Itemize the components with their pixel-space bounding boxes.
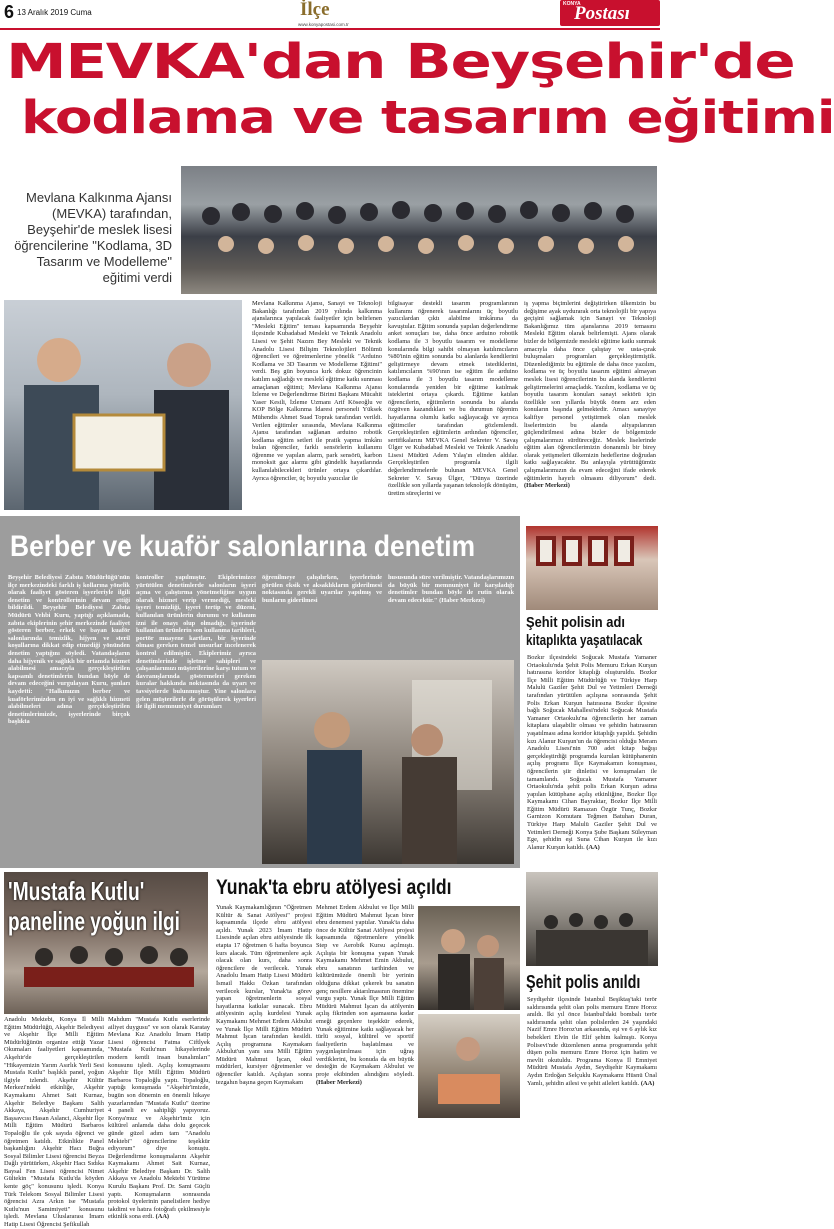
kutlu-author: (AA) <box>155 1213 170 1221</box>
main-summary: Mevlana Kalkınma Ajansı (MEVKA) tarafından, Beyşehir'de meslek lisesi öğrencilerine "Kodlama, 3D Tasarım ve Modelleme" eğitimi verdi <box>14 190 172 285</box>
polis1-headline-line1: Şehit polisin adı <box>526 614 625 631</box>
kutlu-col2 <box>108 1016 210 1221</box>
berber-col1: Beyşehir Belediyesi Zabıta Müdürlüğü'nün ilçe merkezindeki farklı iş kollarına yönelik olarak faaliyet gösteren işyerleriyle ilgili denetim ve kontrollerinin devam ettiği bildirildi. Beyşehir Belediyesi Zabıta Müdürü Vehbi Kuru, yaptığı açıklamada, zabıta ekiplerinin şehir merkezinde faaliyet gösteren berber, erkek ve bayan kuaför salonlarında temizlik, hijyen ve steril koşullarına dikkat edip etmediği yönünden denetim yaptığını söyledi. Vatandaşların daha hijyenik ve sağlıklı bir ortamda hizmet alabilmesi amacıyla gerçekleştirilen kapsamlı denetimlerin bundan böyle de devam edeceğini vurgulayan Kuru, şunları kaydetti: "Halkımızın berber ve kuaförlerimizden en iyi ve sağlıklı hizmeti alabilmeleri adına gerçekleştirilen denetimlerimizde, işyerlerinde birçok başlıkta <box>8 574 130 726</box>
kutlu-col2-text: Mahdum "Mustafa Kutlu eserlerinde ailiyet duygusu" ve son olarak Karatay Mevlana Kız Anadolu İmam Hatip Lisesi öğrencisi Fatma Ciftlyek "Mustafa Kutlu'nun hikayelerinde modern kentli insan bunalımları" konusunu işledi. Açılış konuşmasını Akşehir İlçe Milli Eğitim Müdürü Barbaros Topaloğlu yaptı. Topaloğlu, yaptığı konuşmada "Akşehir'imizde, bugün son dönemin en önemli hikaye yazarlarından "Mustafa Kutlu" üzerine 4 paneli ev sahipliği yapıyoruz. Konya'muz ve Akşehir'imiz için kültürel anlamda daha dolu geçecek günde güzel adım tam "Anadolu Mektebi" öğrencilerine teşekkür ediyorum" diye konuştu. Değerlendirme konuşmalarını Akşehir Kaymakamı Ahmet Sait Kurnaz, Akşehir Belediye Başkanı Dr. Salih Akkaya ve Anadolu Mektebi Yürütme Kurulu Başkanı Prof. Dr. Sami Güçlü yaptı. Konuşmaların sonrasında protokol üyelerinin panelistlere hediye takdimi ve hatıra fotoğrafı çekilmesiyle etkinlik sona erdi. <box>108 1016 210 1221</box>
ebru-photo-2 <box>418 1014 520 1118</box>
page-number: 6 <box>4 2 15 22</box>
website[interactable]: www.konyapostasi.com.tr <box>298 22 349 27</box>
berber-author: (Haber Merkezi) <box>439 596 485 604</box>
main-article-col3-text: iş yapma biçimlerini değiştirirken ülkemizin bu değişime ayak uydurarak orta teknolojili bir yapıya geçişini sağlamak için Sanayi ve Teknoloji Bakanlığımız tüm ajanslarına 2019 temasını Mesleki Eğitim olarak belirlemişti. Ajans olarak bizler de bölgemizde mesleki eğitime katkı sunmak amacıyla daha önce çalıştay ve usta-çırak buluşmaları programları gerçekleştirmiştik. Düzenlediğimiz bu eğitimle de daha önce yazılım, kodlama ve üç boyutlu tasarım eğitimi almayan meslek lisesi öğrencilerinin bu alanda kendilerini geliştirmelerini amaçladık. Yazılım, kodlama ve üç boyutlu tasarım konuları sanayi sektörü için özellikle son yıllarda büyük önem arz eden konuların başında gelmektedir. Amacı sanayiye kalifiye personel yetiştirmek olan meslek liselerimizin bu alanda altyapılarının güçlendirilmesi adına bizler de bölgemizde çalışmalarımızı sürdüreceğiz. Meslek liselerinde eğitim alan öğrencilerimizin donanımlı bir birey olarak yetişmeleri ülkemizin hedeflerine doğrudan katkı sağlayacaktır. Bu anlayışla yürüttüğümüz çalışmalarımızın da evam edeceğini ifade ederek eğitimlerin hayırlı olmasını diliyorum" dedi. <box>524 300 656 482</box>
main-article-col3 <box>524 300 656 512</box>
polis2-author: (AA) <box>640 1079 655 1087</box>
main-article-col1: Mevlana Kalkınma Ajansı, Sanayi ve Teknoloji Bakanlığı tarafından 2019 yılında kalkınma ajanslarınca yapılacak faaliyetler için belirlenen "Mesleki Eğitim" teması kapsamında Beyşehir ilçesinde Kubadabad Mesleki ve Teknik Anadolu Lisesi ve Şehit Nazım Bey Mesleki ve Teknik Anadolu Lisesi Bilişim Teknolojileri Bölümü öğrencileri ve öğretmenlerine yönelik "Arduino Kodlama ve 3D Tasarım ve Modelleme Eğitimi" verdi. Beş gün boyunca kırk dokuz öğrencinin katılım sağladığı ve meslekî eğitime katkı sunması amaçlanan eğitimi; Mevlana Kalkınma Ajansı İzleme ve Değerlendirme Birimi Başkanı Mücahit Yaser Kesili, İzleme Uzmanı Arif Köseoğlu ve KOP Bölge Kalkınma İdaresi personeli Yüksek Mühendis Ahmet Suad Toprak tarafından verildi. Verilen eğitimler sırasında, Mevlana Kalkınma Ajansı tarafından sağlanan arduino robotik kodlama eğitim setleri ile pratik yapma imkânı bulan öğrenciler, farklı sensörlerin kullanımı öğrenme ve yapılan alarm, park sensörü, karbon monoksit gaz alarmı gibi gündelik hayatlarında kullanılabilecekleri ürünler ortaya çıkardılar. Ayrıca öğrenciler, üç boyutlu yazıcılar ile <box>252 300 382 482</box>
memorial-photo-figures <box>526 872 658 966</box>
berber-headline: Berber ve kuaför salonlarına denetim <box>10 530 476 563</box>
ebru-photo-2-figures <box>418 1014 520 1118</box>
polis1-text: Bozkır ilçesindeki Soğucak Mustafa Yamaner Ortaokulu'nda Şehit Polis Memuru Erkan Kurşun hatırasına koridor kitaplığı oluşturuldu. Bozkır İlçe Milli Eğitim Müdürlüğü ve Türkiye Harp Malulü Gaziler Şehit Dul ve Yetimleri Derneği tarafından yürütülen açılışına sonrasında Şehit Polis Erkan Kurşun hatırasına Bozkır ilçesine bağlı Soğucak Mahallesi'ndeki Soğucak Mustafa Yamaner Ortaokulu'na öğrencilerin her zaman kitaplara ulaşabilir olması ve şehidin hatırasının yaşatılması adına koridor kitaplığı yapıldı. Şehidin kızı Alanur Kurşun'un da öğrencisi olduğu Meram Anadolu Lisesi'nin 700 adet kitap bağışı gerçekleştirdiği programda kurulan kütüphanenin açılış programı İlçe Kaymakamın konuşması, öğrencilerin şiir dinletisi ve konuşmaları ile tamamlandı. Soğucak Mustafa Yamaner Ortaokulu'nda şehit polis Erkan Kurşun adına yapılan kütüphane açılış etkinliğine, Bozkır İlçe Kaymakamı Cihan Bayraktar, Bozkır İlçe Milli Eğitim Müdürü Ramazan Özgür Tunç, Bozkır Garnizon Komutanı Teğmen Batuhan Duran, Türkiye Harp Malulü Gaziler Şehit Dul ve Yetimleri Derneği Konya Şube Başkanı Süleyman Ege, şehidin eşi Suna Cihan Kurşun ile kızı Alanur Kurşun katıldı. <box>527 654 657 851</box>
polis1-article <box>527 654 657 868</box>
berber-col4-text: hususunda süre verilmiştir. Vatandaşlarımızın da büyük bir memnuniyet ile karşıladığı denetimler bundan böyle de rutin olarak devam edecektir." <box>388 574 514 604</box>
polis1-author: (AA) <box>586 843 600 851</box>
memorial-photo <box>526 872 658 966</box>
certificate-photo <box>4 300 242 510</box>
yunak-col1: Yunak Kaymakamlığının "Öğretmen Kültür & Sanat Atölyesi" projesi kapsamında ilçede ebru atölyesi açıldı. Yunak 2023 İmam Hatip Lisesinde açılan ebru atölyesinde ilk etapta 17 öğretmen 6 hafta boyunca kurs alacak. Tüm öğretmenlere açık olacak olan kurs, daha sonra öğrencilere de verilecek. Yunak Anadolu İmam Hatip Lisesi Müdürü İsmail Hakkı Özkan tarafından verilecek kurslar, Yunak'ta görev yapan öğretmenlerin sosyal hayatlarına katkılar sunacak. Ebru atölyesinin açılış kurdelesi Yunak Kaymakamı Mehmet Erdem Akbulut ve Yunak İlçe Milli Eğitim Müdürü Mahmut İşcan tarafından kesildi. Açılış programına Kaymakam Akbulut'un yanı sıra Milli Eğitim Müdürü Mahmut İşcan, okul müdürleri, kursiyer öğretmenler ve öğrenciler katıldı. Açılıştan sonra tezgahın başına geçen Kaymakam <box>216 904 312 1086</box>
yunak-col2 <box>316 904 414 1118</box>
polis2-headline: Şehit polis anıldı <box>526 972 641 992</box>
main-article-col2: bilgisayar destekli tasarım programlarının kullanımı öğrenerek tasarımlarını üç boyutlu yazıcılardan çıktı alabilme imkânına da kavuştular. Eğitim sonunda yapılan değerlendirme anket sonuçları ise, daha önce arduino robotik kodlama ile 3 boyutlu tasarım ve modelleme konularında bilgi sahibi olmayan katılımcıların %80'inin eğitim sonunda bu alanlarda kendilerini geliştirmeye devam etmek istediklerini, katılımcıların %90'ının ise eğitim ile arduino kodlama ile 3 boyutlu tasarım modelleme konularında yeniden bir eğitime katılmak isteklerini ortaya çıkardı. Eğitime katılan öğrencilerin, eğitimlerin sonunda bu alanda özgüven kazandıkları ve bu durumun öğrenim hayatlarına olumlu katkı sağlayacağı ve ayrıca eğitimciler tarafından gözlemlendi. Gerçekleştirilen eğitimlerin ardından öğrenciler, sertifikalarını MEVKA Genel Sekreter V. Savaş Ülger ve Kubadabad Mesleki ve Teknik Anadolu Lisesi Müdürü Adem Yılaş'ın elinden aldılar. Gerçekleştirilen programla ilgili değerlendirmelerde bulunan MEVKA Genel Sekreter V. Savaş Ülger, "Dünya üzerinde özellikle son yıllarda yaşanan teknolojik dönüşüm, üretim süreçlerini ve <box>388 300 518 497</box>
library-photo <box>526 526 658 610</box>
berber-col3: öğrenilmeye çalışılırken, işyerlerinde görülen eksik ve aksaklıkların giderilmesi noktasında gerekli uyarılar yapılmış ve bunların giderilmesi <box>262 574 382 604</box>
berber-col4 <box>388 574 514 654</box>
main-article-author: (Haber Merkezi) <box>524 482 570 490</box>
header-rule <box>0 28 660 30</box>
berber-col2: kontroller yapılmıştır. Ekiplerimizce yürütülen denetimlerde salonların işyeri açma ve çalıştırma yönetmeliğine uygun olarak hizmet verip vermediği, mesleki işyeri temizliği, işyeri tertip ve düzeni, kullanılan ürünlerin durumu ve kullanım izni ile onayı olup olmadığı, işyerinde kullanılan ürünlerin son kullanma tarihleri, portör muayene kartları, bir işyerinde olması gereken temel unsurlar incelenerek kontrol edilmiştir. Ekiplerimiz ayrıca denetimlerinde işletme sahipleri ve çalışanlarımızı müşterilerine karşı tutum ve davranışlarında göstermeleri gereken kuralar hakkında noktasında da uyarı ve tavsiyelerde bulunmuştur. Yine salonlara gelen müşterilerle de görüşülerek işyerleri ile ilgili memnuniyet durumları <box>136 574 256 711</box>
polis2-article <box>527 996 657 1118</box>
main-headline-line2: kodlama ve tasarım eğitimi <box>21 91 834 144</box>
group-photo <box>181 166 657 294</box>
logo-text: Postası <box>574 3 630 24</box>
yunak-col2-text: Mehmet Erdem Akbulut ve İlçe Milli Eğitim Müdürü Mahmut İşcan birer ebru denemesi yaptılar. Yunak'ta daha önce de Kültür Sanat Atölyesi projesi kapsamında öğretmenlere yönelik Step ve Aerobik Kursu açılmıştı. Açılışta bir konuşma yapan Yunak Kaymakamı Mehmet Emin Akbulut, ebru sanatının tarihinden ve kültürümüzde önemli bir yerinin olduğuna dikkat çekerek bu sanatın genç nesillere aktarılmasının önemine vurgu yaptı. Yunak İlçe Milli Eğitim Müdürü Mahmut İşcan da atölyenin açılış fikrinden son aşamasına kadar emeği geçenlere teşekkür ederek, Yunak eğitimine katkı sağlayacak her türlü sosyal, kültürel ve sportif faaliyetlerin başlatılması ve yaygınlaştırılması için uğraş verdiklerini, bu konuda da en büyük desteğin de Kaymakam Akbulut ve proje ekibinden alındığını söyledi. <box>316 904 414 1079</box>
polis1-headline-line2: kitaplıkta yaşatılacak <box>526 632 643 649</box>
berber-photo <box>262 660 514 864</box>
kutlu-headline-line2: paneline yoğun ilgi <box>8 906 180 936</box>
group-photo-figures <box>181 166 657 294</box>
kutlu-headline-line1: 'Mustafa Kutlu' <box>8 876 145 906</box>
newspaper-logo <box>560 0 660 26</box>
main-headline-line1: MEVKA'dan Beyşehir'de <box>6 34 795 90</box>
yunak-headline: Yunak'ta ebru atölyesi açıldı <box>216 876 452 899</box>
berber-photo-figures <box>262 660 514 864</box>
ebru-photo-1-figures <box>418 906 520 1010</box>
ebru-photo-1 <box>418 906 520 1010</box>
kutlu-col1: Anadolu Mektebi, Konya İl Milli Eğitim Müdürlüğü, Akşehir Belediyesi ve Akşehir İlçe Milli Eğitim Müdürlüğünün organize ettiği Yazar Okumaları faaliyetleri kapsamında, Akşehir'de gerçekleştirilen "Hikayemizin Yarım Asırlık Yerli Sesi Mustafa Kutlu" başlıklı panel, yoğun ilgiyle izlendi. Akşehir Kültür Merkezi'ndeki etkinliğe, Akşehir Kaymakamı Ahmet Sait Kurnaz, Akşehir Belediye Başkanı Salih Akkaya, Akşehir Cumhuriyet Başsavcısı Hasan Aslanci, Akşehir İlçe Milli Eğitim Müdürü Barbaros Topaloğlu ile çok sayıda öğrenci ve öğretmen katıldı. Etkinlikte Panel başkanlığını Akşehir Hacı Buğra Sosyal Bilimler Lisesi öğrencisi Beyza Dağlı yürütürken, Akşehir Hacı Sıdıka Baysal Fen Lisesi öğrencisi Nimet Gültekin "Mustafa Kutlu'da köyden kente göç" konusunu işledi. Konya Türk Telekom Sosyal Bilimler Lisesi öğrencisi Azra Arkın ise "Mustafa Kutlu'nun Samimiyeti" konusunu işledi. Mevlana Uluslararası İmam Hatip Lisesi Öğrencisi Şefikullah <box>4 1016 104 1229</box>
logo-small-text: KONYA <box>563 1 581 7</box>
issue-date: 13 Aralık 2019 Cuma <box>17 8 92 17</box>
library-photo-figures <box>526 526 658 610</box>
certificate-photo-figures <box>4 300 242 510</box>
polis2-text: Seydişehir ilçesinde İstanbul Beşiktaş'taki terör saldırısında şehit olan polis memuru Emre Horoz anıldı. İki yıl önce İstanbul'daki bombalı terör saldırısında şehit olan polislerden 24 yaşındaki Nazif Emre Horoz'un arkasında, eşi ve 6 aylık kız bebekleri Elvin ile Elif şehim kalmıştı. Konya Polisevi'nde düzenlenen anma programında şehit düşen polis memuru Emre Horoz için hatim ve mevlit okutuldu. Programa Konya İl Emniyet Müdürü Mustafa Aydın, Seydişehir Kaymakamı Aydın Erdoğan Selçuklu Kaymakamı Hüsnü Ünal Yamlı, şehidin ailesi ve şehit aileleri katıldı. <box>527 996 657 1087</box>
section-title: İlçe <box>300 0 330 20</box>
yunak-author: (Haber Merkezi) <box>316 1078 362 1086</box>
